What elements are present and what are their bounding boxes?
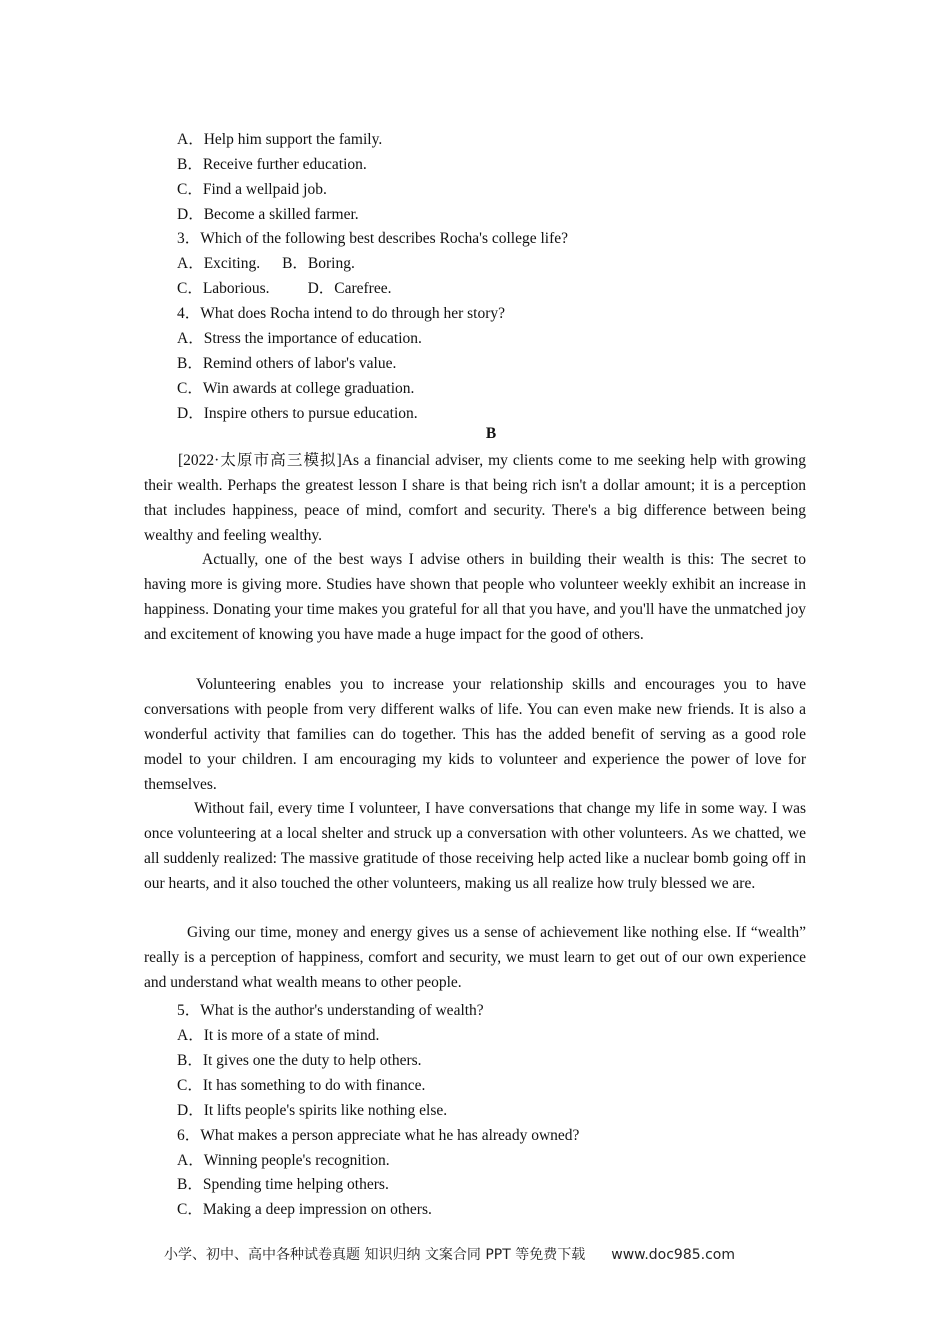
q2-option-c: C．Find a wellpaid job. [177, 181, 327, 198]
q5-option-d: D．It lifts people's spirits like nothing else. [177, 1102, 448, 1119]
q5-option-a: A．It is more of a state of mind. [177, 1027, 380, 1044]
q3-option-c: C．Laborious. [177, 280, 270, 297]
q2-option-b: B．Receive further education. [177, 156, 367, 173]
q4-option-d: D．Inspire others to pursue education. [177, 405, 418, 422]
q2-option-a: A．Help him support the family. [177, 131, 383, 148]
passage-paragraph: Without fail, every time I volunteer, I have conversations that change my life in some way. I was once volunteering at a local shelter and struck up a conversation with other volunteers. As we chatted, we all suddenly realized: The massive gratitude of those receiving help acted like a nuclear bomb going off in our hearts, and it also touched the other volunteers, making us all realize how truly blessed we are. [144, 800, 806, 892]
footer-url[interactable]: www.doc985.com [611, 1247, 735, 1263]
q3-options-row-2 [177, 276, 391, 298]
footer-text: 小学、初中、高中各种试卷真题 知识归纳 文案合同 PPT 等免费下载 [164, 1247, 586, 1263]
q4-option-b: B．Remind others of labor's value. [177, 355, 397, 372]
q6-option-c: C．Making a deep impression on others. [177, 1201, 432, 1218]
q4-option-c: C．Win awards at college graduation. [177, 380, 415, 397]
passage-paragraph: [2022·太原市高三模拟]As a financial adviser, my clients come to me seeking help with growing their wealth. Perhaps the greatest lesson I share is that being rich isn't a dollar amount; it is a perception that includes happiness, peace of mind, comfort and security. There's a big difference between being wealthy and feeling wealthy. [144, 452, 806, 544]
q5-question: 5．What is the author's understanding of wealth? [177, 1002, 484, 1019]
q3-option-d: D．Carefree. [307, 280, 392, 297]
q3-question: 3．Which of the following best describes Rocha's college life? [177, 230, 569, 247]
q5-option-c: C．It has something to do with finance. [177, 1077, 426, 1094]
q3-options-row-1 [177, 251, 355, 273]
q2-option-d: D．Become a skilled farmer. [177, 206, 359, 223]
section-heading: B [485, 425, 497, 442]
passage-paragraph: Actually, one of the best ways I advise others in building their wealth is this: The secret to having more is giving more. Studies have shown that people who volunteer weekly exhibit an increase in happiness. Donating your time makes you grateful for all that you have, and you'll have the unmatched joy and excitement of knowing you have made a huge impact for the good of others. [144, 551, 806, 643]
q4-question: 4．What does Rocha intend to do through her story? [177, 305, 506, 322]
passage-paragraph: Volunteering enables you to increase your relationship skills and encourages you to have conversations with people from very different walks of life. You can even make new friends. It is also a wonderful activity that families can do together. This has the added benefit of serving as a good role model to your children. I am encouraging my kids to volunteer and experience the power of love for themselves. [144, 676, 806, 793]
q6-option-b: B．Spending time helping others. [177, 1176, 389, 1193]
q6-option-a: A．Winning people's recognition. [177, 1152, 390, 1169]
q3-option-a: A．Exciting. [177, 255, 261, 272]
page-footer [164, 1244, 735, 1264]
q3-option-b: B．Boring. [282, 255, 355, 272]
passage-paragraph: Giving our time, money and energy gives us a sense of achievement like nothing else. If “wealth” really is a perception of happiness, comfort and security, we must learn to get out of our own experience and understand what wealth means to other people. [144, 924, 806, 991]
q4-option-a: A．Stress the importance of education. [177, 330, 422, 347]
q6-question: 6．What makes a person appreciate what he has already owned? [177, 1127, 580, 1144]
q5-option-b: B．It gives one the duty to help others. [177, 1052, 422, 1069]
